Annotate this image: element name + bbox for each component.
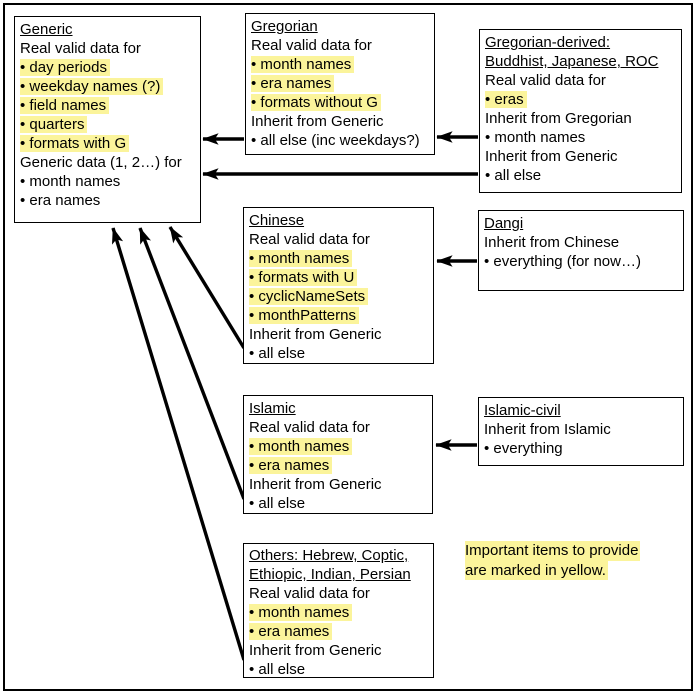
box-text-line: • era names <box>249 456 428 475</box>
box-title-line: Generic <box>20 21 73 38</box>
box-text-line: • eras <box>485 90 677 109</box>
box-text-line: Real valid data for <box>251 37 372 54</box>
box-title-line: Dangi <box>484 215 524 232</box>
note-important-items <box>465 541 640 580</box>
box-text-line: Inherit from Generic <box>485 148 618 165</box>
box-text-line: Generic data (1, 2…) for <box>20 154 182 171</box>
box-text-line: • everything (for now…) <box>484 253 641 270</box>
box-text-line: • day periods <box>20 58 196 77</box>
box-text-line: • quarters <box>20 115 196 134</box>
box-text-line: Real valid data for <box>249 419 370 436</box>
note-line-1: Important items to provide <box>465 542 639 559</box>
box-text-line: • all else <box>249 495 306 512</box>
box-text-line: • all else <box>485 167 542 184</box>
box-text-line: Inherit from Generic <box>249 642 382 659</box>
box-text-line: Inherit from Chinese <box>484 234 620 251</box>
box-chinese-calendar <box>243 207 434 364</box>
box-text-line: Real valid data for <box>485 72 606 89</box>
box-text-line: • era names <box>20 192 101 209</box>
box-text-line: • month names <box>249 437 428 456</box>
box-text-line: • month names <box>20 173 121 190</box>
box-title-line: Islamic-civil <box>484 402 561 419</box>
box-gregorian-calendar <box>245 13 435 155</box>
arrow-chinese-to-generic <box>170 227 244 348</box>
box-text-line: • month names <box>485 129 586 146</box>
box-text-line: • all else <box>249 345 306 362</box>
box-text-line: Inherit from Islamic <box>484 421 611 438</box>
box-text-line: Inherit from Gregorian <box>485 110 632 127</box>
box-text-line: • month names <box>249 603 429 622</box>
box-text-line: • era names <box>251 74 430 93</box>
box-text-line: Inherit from Generic <box>251 113 384 130</box>
box-title-line: Islamic <box>249 400 296 417</box>
box-text-line: • month names <box>251 55 430 74</box>
box-text-line: Inherit from Generic <box>249 326 382 343</box>
box-text-line: • formats with U <box>249 268 429 287</box>
box-title-line: Buddhist, Japanese, ROC <box>485 53 659 70</box>
box-text-line: Inherit from Generic <box>249 476 382 493</box>
box-dangi-calendar <box>478 210 684 291</box>
box-text-line: Real valid data for <box>249 231 370 248</box>
box-title-line: Chinese <box>249 212 305 229</box>
note-line-2: are marked in yellow. <box>465 561 606 579</box>
box-text-line: • everything <box>484 440 563 457</box>
box-text-line: • formats without G <box>251 93 430 112</box>
box-text-line: • field names <box>20 96 196 115</box>
box-text-line: • month names <box>249 249 429 268</box>
box-text-line: Real valid data for <box>249 585 370 602</box>
box-title-line: Gregorian <box>251 18 318 35</box>
box-title-line: Others: Hebrew, Coptic, <box>249 547 409 564</box>
box-islamic-calendar <box>243 395 433 514</box>
box-text-line: • era names <box>249 622 429 641</box>
box-title-line: Gregorian-derived: <box>485 34 611 51</box>
box-text-line: • formats with G <box>20 134 196 153</box>
box-text-line: • monthPatterns <box>249 306 429 325</box>
box-text-line: • all else (inc weekdays?) <box>251 132 420 149</box>
box-generic-calendar <box>14 16 201 223</box>
box-islamic-civil-calendar <box>478 397 684 466</box>
box-text-line: Real valid data for <box>20 40 141 57</box>
box-title-line: Ethiopic, Indian, Persian <box>249 566 411 583</box>
box-text-line: • weekday names (?) <box>20 77 196 96</box>
box-text-line: • cyclicNameSets <box>249 287 429 306</box>
box-text-line: • all else <box>249 661 306 678</box>
box-other-calendars <box>243 543 434 678</box>
box-gregorian-derived-calendars <box>479 29 682 193</box>
